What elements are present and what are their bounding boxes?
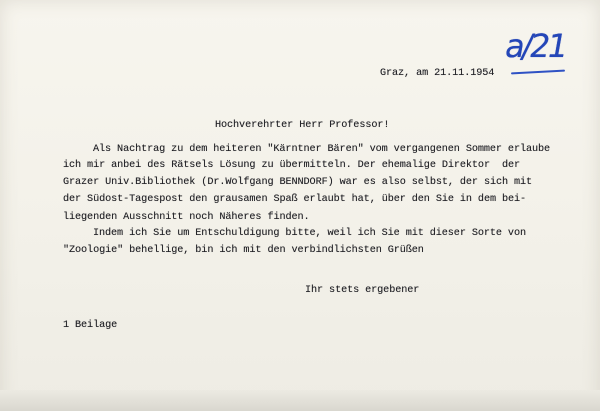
enclosure-note: 1 Beilage xyxy=(63,320,118,331)
complimentary-closing: Ihr stets ergebener xyxy=(305,285,420,296)
paragraph-1-line-3: Grazer Univ.Bibliothek (Dr.Wolfgang BENNDORF) war es also selbst, der sich mit xyxy=(63,177,533,188)
paragraph-1-line-4: der Südost-Tagespost den grausamen Spaß erlaubt hat, über den Sie in dem bei- xyxy=(63,194,527,205)
scan-bottom-edge xyxy=(0,390,600,411)
paragraph-1-line-5: liegenden Ausschnitt noch Näheres finden. xyxy=(63,212,310,223)
archive-number-handwritten: a/21 xyxy=(502,27,569,65)
salutation: Hochverehrter Herr Professor! xyxy=(215,120,390,131)
paragraph-1-line-1: Als Nachtrag zu dem heiteren "Kärntner Bären" vom vergangenen Sommer erlaube xyxy=(93,144,551,155)
paragraph-1-line-2: ich mir anbei des Rätsels Lösung zu übermitteln. Der ehemalige Direktor der xyxy=(63,160,521,171)
paragraph-2-line-2: "Zoologie" behellige, bin ich mit den verbindlichsten Grüßen xyxy=(63,245,424,256)
paragraph-2-line-1: Indem ich Sie um Entschuldigung bitte, weil ich Sie mit dieser Sorte von xyxy=(93,228,526,239)
place-date-line: Graz, am 21.11.1954 xyxy=(380,68,495,79)
